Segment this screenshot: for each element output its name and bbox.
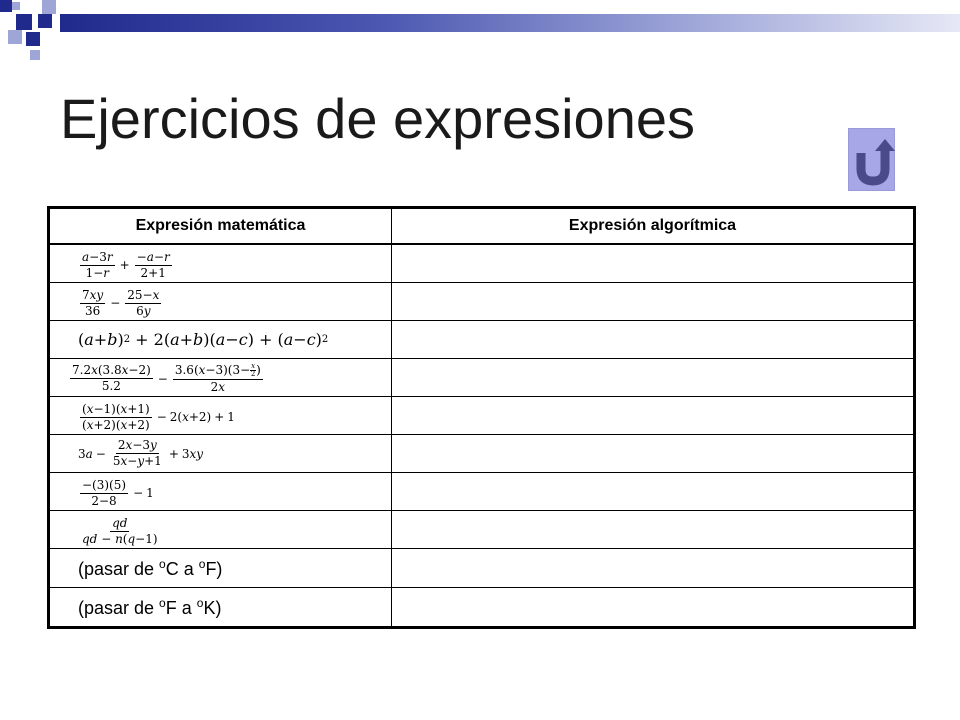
decor-square-7 bbox=[26, 32, 40, 46]
math-expression-cell bbox=[49, 397, 392, 435]
math-expression-cell bbox=[49, 435, 392, 473]
conversion-text-cell bbox=[49, 549, 392, 588]
algorithmic-expression-cell[interactable] bbox=[392, 588, 915, 628]
table-row bbox=[49, 283, 915, 321]
math-expression-cell bbox=[49, 283, 392, 321]
table-header-row bbox=[49, 208, 915, 245]
math-expression: $\frac{7.2x(3.8x-2)}{5.2}$ − 3.6(x−3)(3− $\frac{x}{2}$ ) 2x bbox=[72, 362, 261, 394]
math-expression-cell bbox=[49, 473, 392, 511]
slide-title: Ejercicios de expresiones bbox=[60, 87, 695, 150]
math-expression: ( a + b ) 2 + 2( a + b )( a − c ) + ( a − c ) 2 bbox=[78, 329, 329, 349]
algorithmic-expression-cell[interactable] bbox=[392, 244, 915, 283]
algorithmic-expression-cell[interactable] bbox=[392, 473, 915, 511]
decor-square-3 bbox=[42, 0, 56, 14]
table-row bbox=[49, 244, 915, 283]
math-expression: $\frac{-(3)(5)}{2-8}$ − 1 bbox=[82, 477, 154, 508]
table-row bbox=[49, 511, 915, 549]
u-turn-return-icon bbox=[849, 129, 896, 192]
algorithmic-expression-cell[interactable] bbox=[392, 321, 915, 359]
conversion-text: (pasar de $^o$C a $^o$F) bbox=[78, 556, 223, 579]
math-expression-cell bbox=[49, 359, 392, 397]
header-gradient-bar bbox=[60, 14, 960, 32]
algorithmic-expression-cell[interactable] bbox=[392, 283, 915, 321]
expressions-table bbox=[47, 206, 916, 629]
conversion-text-cell bbox=[49, 588, 392, 628]
math-expression-cell bbox=[49, 244, 392, 283]
math-expression-cell bbox=[49, 321, 392, 359]
decor-square-4 bbox=[16, 14, 32, 30]
table-row bbox=[49, 473, 915, 511]
algorithmic-expression-cell[interactable] bbox=[392, 435, 915, 473]
algorithmic-expression-cell[interactable] bbox=[392, 397, 915, 435]
decor-square-6 bbox=[8, 30, 22, 44]
column-header-algorithmic: Expresión algorítmica bbox=[392, 208, 915, 245]
table-row bbox=[49, 359, 915, 397]
math-expression: $\frac{a-3r}{1-r}$ + $\frac{-a-r}{2+1}$ bbox=[82, 249, 170, 280]
decor-square-2 bbox=[12, 2, 20, 10]
conversion-text: (pasar de $^o$F a $^o$K) bbox=[78, 595, 222, 618]
column-header-math: Expresión matemática bbox=[49, 208, 392, 245]
math-expression: $\frac{(x-1)(x+1)}{(x+2)(x+2)}$ − 2( x +2) + 1 bbox=[82, 401, 235, 432]
algorithmic-expression-cell[interactable] bbox=[392, 359, 915, 397]
table-row bbox=[49, 321, 915, 359]
math-expression: 3 a − $\frac{2x-3y}{5x-y+1}$ + 3 xy bbox=[78, 438, 204, 468]
table-row bbox=[49, 435, 915, 473]
math-expression: $\frac{qd}{qd - n(q-1)}$ bbox=[82, 515, 158, 546]
math-expression: $\frac{7xy}{36}$ − $\frac{25-x}{6y}$ bbox=[82, 287, 160, 318]
algorithmic-expression-cell[interactable] bbox=[392, 549, 915, 588]
math-expression-cell bbox=[49, 511, 392, 549]
decor-square-5 bbox=[38, 14, 52, 28]
decor-square-1 bbox=[0, 0, 12, 12]
table-row bbox=[49, 588, 915, 628]
table-row bbox=[49, 397, 915, 435]
algorithmic-expression-cell[interactable] bbox=[392, 511, 915, 549]
return-button[interactable] bbox=[848, 128, 895, 191]
decor-square-8 bbox=[30, 50, 40, 60]
table-row bbox=[49, 549, 915, 588]
